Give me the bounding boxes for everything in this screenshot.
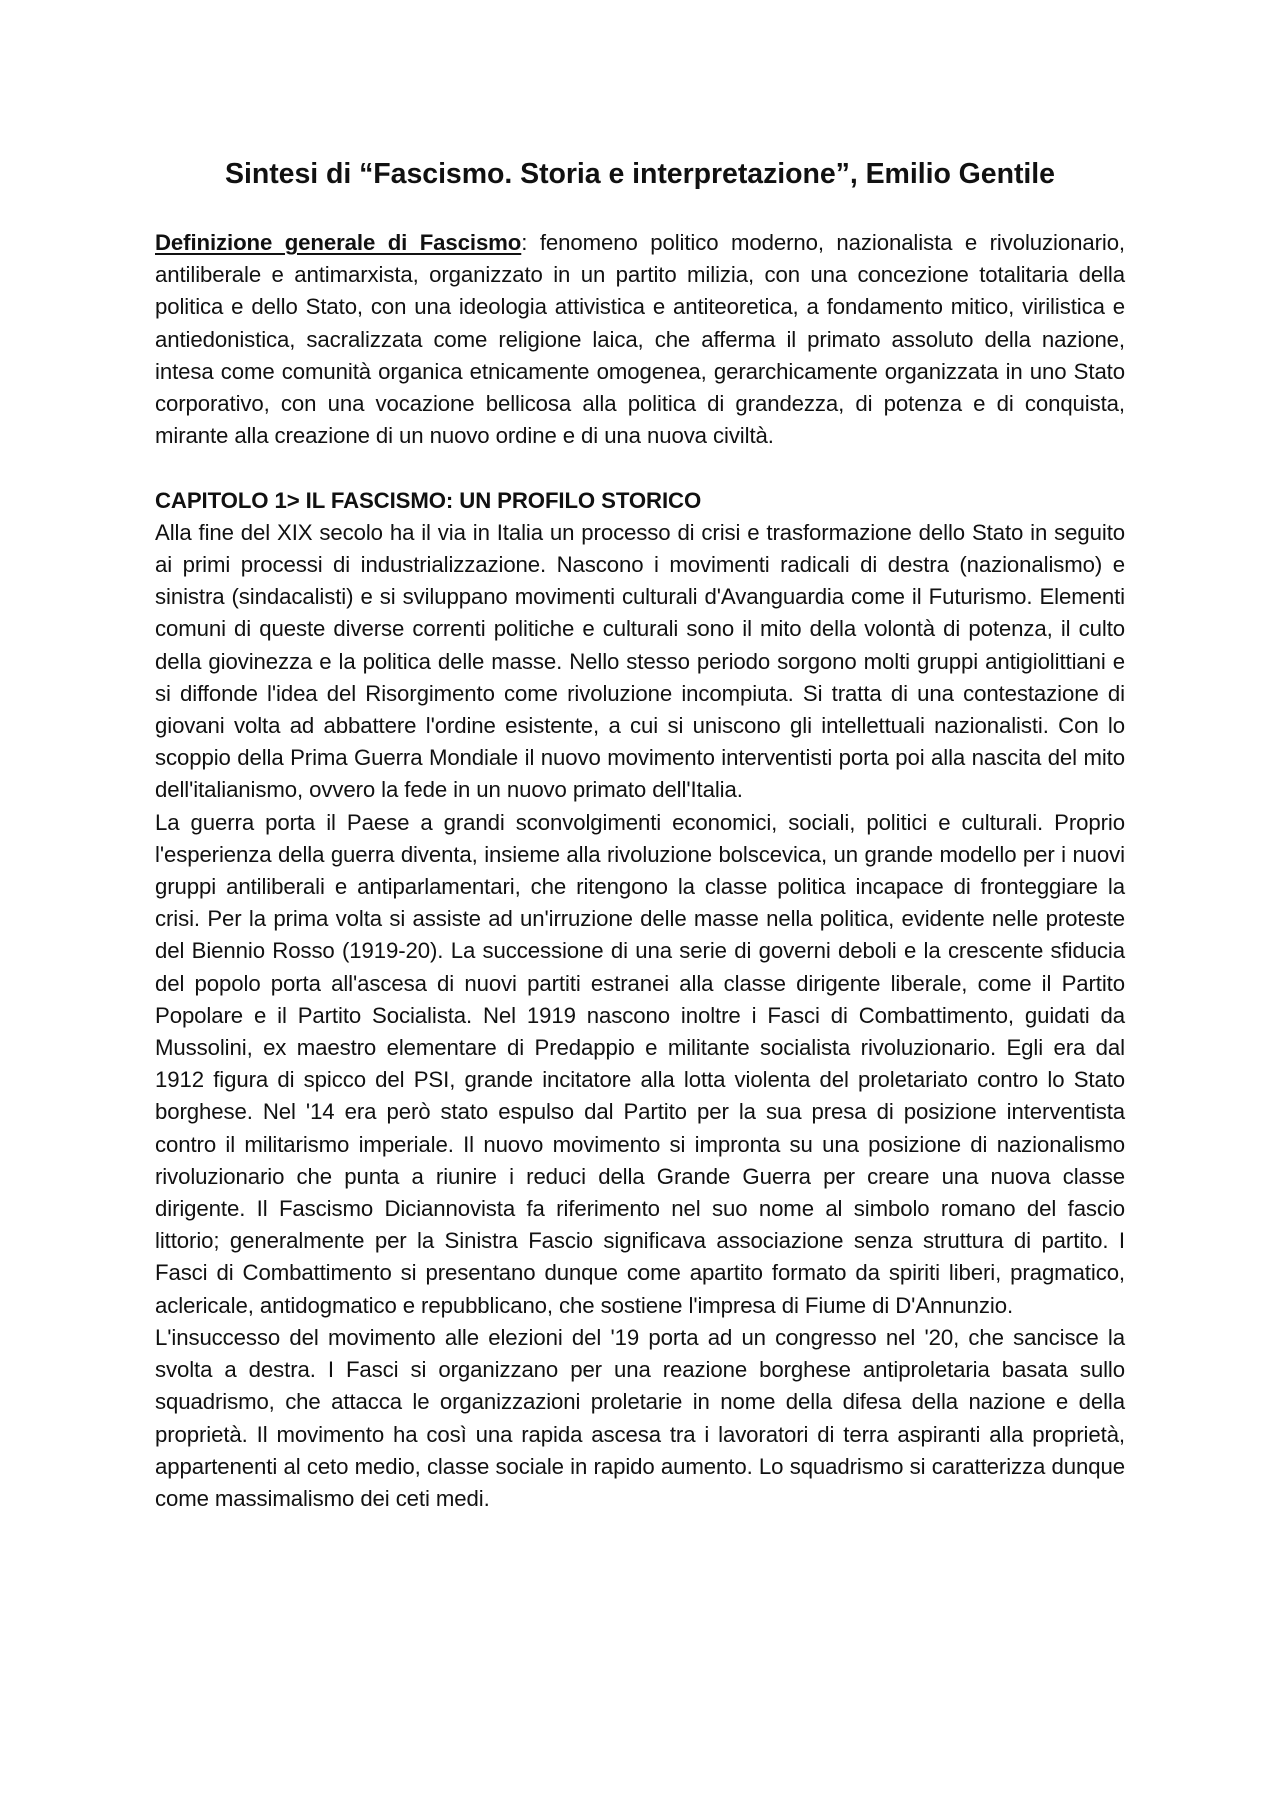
document-content [155,150,1125,1515]
chapter-paragraph-1: Alla fine del XIX secolo ha il via in Italia un processo di crisi e trasformazione dello Stato in seguito ai primi processi di industrializzazione. Nascono i movimenti radicali di destra (nazionalismo) e sinistra (sindacalisti) e si sviluppano movimenti culturali d'Avanguardia come il Futurismo. Elementi comuni di queste diverse correnti politiche e culturali sono il mito della volontà di potenza, il culto della giovinezza e la politica delle masse. Nello stesso periodo sorgono molti gruppi antigiolittiani e si diffonde l'idea del Risorgimento come rivoluzione incompiuta. Si tratta di una contestazione di giovani volta ad abbattere l'ordine esistente, a cui si uniscono gli intellettuali nazionalisti. Con lo scoppio della Prima Guerra Mondiale il nuovo movimento interventisti porta poi alla nascita del mito dell'italianismo, ovvero la fede in un nuovo primato dell'Italia. [155,519,1125,803]
chapter-paragraph-3: L'insuccesso del movimento alle elezioni del '19 porta ad un congresso nel '20, che sancisce la svolta a destra. I Fasci si organizzano per una reazione borghese antiproletaria basata sullo squadrismo, che attacca le organizzazioni proletarie in nome della difesa della nazione e della proprietà. Il movimento ha così una rapida ascesa tra i lavoratori di terra aspiranti alla proprietà, appartenenti al ceto medio, classe sociale in rapido aumento. Lo squadrismo si caratterizza dunque come massimalismo dei ceti medi. [155,1324,1125,1511]
definition-separator: : [521,230,528,255]
chapter-paragraph-2: La guerra porta il Paese a grandi sconvolgimenti economici, sociali, politici e culturali. Proprio l'esperienza della guerra diventa, insieme alla rivoluzione bolscevica, un grande modello per i nuovi gruppi antiliberali e antiparlamentari, che ritengono la classe politica incapace di fronteggiare la crisi. Per la prima volta si assiste ad un'irruzione delle masse nella politica, evidente nelle proteste del Biennio Rosso (1919-20). La successione di una serie di governi deboli e la crescente sfiducia del popolo porta all'ascesa di nuovi partiti estranei alla classe dirigente liberale, come il Partito Popolare e il Partito Socialista. Nel 1919 nascono inoltre i Fasci di Combattimento, guidati da Mussolini, ex maestro elementare di Predappio e militante socialista rivoluzionario. Egli era dal 1912 figura di spicco del PSI, grande incitatore alla lotta violenta del proletariato contro lo Stato borghese. Nel '14 era però stato espulso dal Partito per la sua presa di posizione interventista contro il militarismo imperiale. Il nuovo movimento si impronta su una posizione di nazionalismo rivoluzionario che punta a riunire i reduci della Grande Guerra per creare una nuova classe dirigente. Il Fascismo Diciannovista fa riferimento nel suo nome al simbolo romano del fascio littorio; generalmente per la Sinistra Fascio significava associazione senza struttura di partito. I Fasci di Combattimento si presentano dunque come apartito formato da spiriti liberi, pragmatico, aclericale, antidogmatico e repubblicano, che sostiene l'impresa di Fiume di D'Annunzio. [155,809,1125,1318]
definition-text: fenomeno politico moderno, nazionalista e rivoluzionario, antiliberale e antimarxista, organizzato in un partito milizia, con una concezione totalitaria della politica e dello Stato, con una ideologia attivistica e antiteoretica, a fondamento mitico, virilistica e antiedonistica, sacralizzata come religione laica, che afferma il primato assoluto della nazione, intesa come comunità organica etnicamente omogenea, gerarchicamente organizzata in uno Stato corporativo, con una vocazione bellicosa alla politica di grandezza, di potenza e di conquista, mirante alla creazione di un nuovo ordine e di una nuova civiltà. [155,230,1125,449]
definition-paragraph [155,227,1125,452]
definition-term: Definizione generale di Fascismo [155,230,522,255]
document-title: Sintesi di “Fascismo. Storia e interpretazione”, Emilio Gentile [225,158,1055,190]
chapter-heading: CAPITOLO 1> IL FASCISMO: UN PROFILO STORICO [155,487,702,513]
